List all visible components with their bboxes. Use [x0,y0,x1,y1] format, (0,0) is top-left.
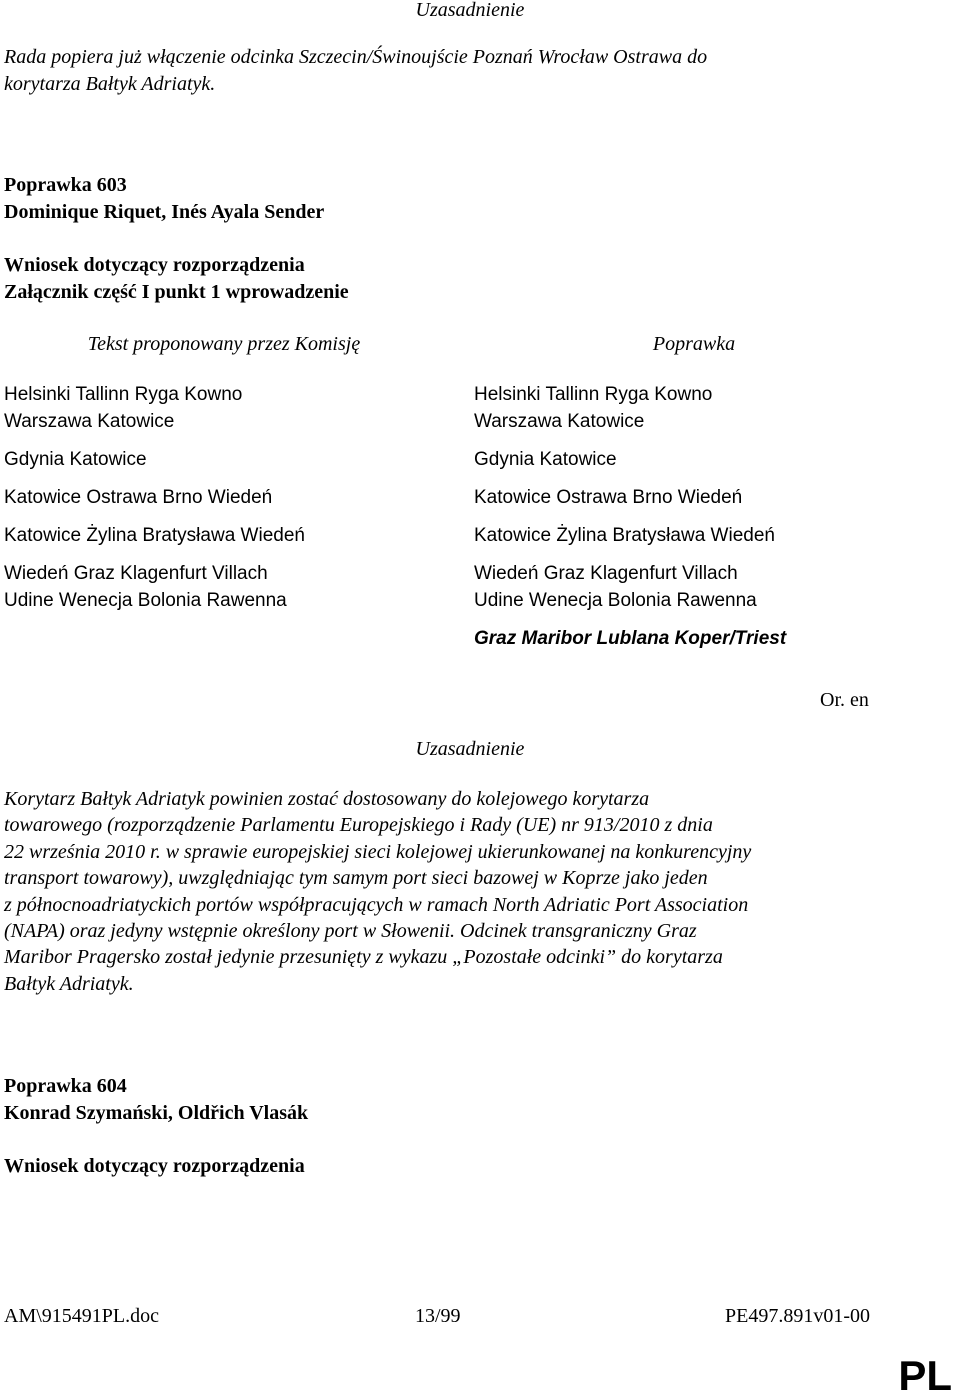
amendment-603-reference: Załącznik część I punkt 1 wprowadzenie [4,281,349,303]
justification-line: transport towarowy), uwzględniając tym samym port sieci bazowej w Koprze jako jeden [4,867,708,890]
corridor-line: Udine Wenecja Bolonia Rawenna [474,590,757,611]
corridor-line: Warszawa Katowice [474,411,645,432]
corridor-section [474,560,914,614]
corridor-section [4,484,444,511]
corridor-line: Katowice Żylina Bratysława Wiedeń [4,525,305,546]
justification-line: 22 września 2010 r. w sprawie europejskiej sieci kolejowej ukierunkowanej na konkurencyjny [4,840,752,863]
footer-doc-ref: AM\915491PL.doc [4,1305,159,1327]
right-column-header: Poprawka [652,333,736,355]
corridor-section [474,522,914,549]
corridor-line: Gdynia Katowice [474,449,617,470]
left-column-header: Tekst proponowany przez Komisję [87,333,361,355]
justification-line: Maribor Pragersko został jedynie przesunięty z wykazu „Pozostałe odcinki” do korytarza [4,946,723,969]
amendment-603-proposal-title: Wniosek dotyczący rozporządzenia [4,254,305,276]
corridor-line: Katowice Ostrawa Brno Wiedeń [4,487,273,508]
footer-pe-ref: PE497.891v01-00 [725,1305,870,1327]
corridor-line-added: Graz Maribor Lublana Koper/Triest [474,628,787,649]
amendment-603-title: Poprawka 603 [4,174,127,196]
justification-line: Bałtyk Adriatyk. [4,972,134,995]
corridor-line: Warszawa Katowice [4,411,175,432]
justification-line: towarowego (rozporządzenie Parlamentu Europejskiego i Rady (UE) nr 913/2010 z dnia [4,814,713,837]
top-justification-text [4,44,707,98]
amendment-603-header [4,172,324,226]
justification-line: z północnoadriatyckich portów współpracujących w ramach North Adriatic Port Association [4,893,749,916]
corridor-section-added [474,625,914,652]
left-column-text [4,381,444,625]
top-justification-line: Rada popiera już włączenie odcinka Szczecin/Świnoujście Poznań Wrocław Ostrawa do [4,46,708,68]
amendment-603-justification-heading: Uzasadnienie [415,738,525,760]
footer-language-code: PL [898,1352,952,1399]
corridor-section [474,484,914,511]
corridor-line: Wiedeń Graz Klagenfurt Villach [474,563,738,584]
corridor-line: Katowice Żylina Bratysława Wiedeń [474,525,775,546]
justification-line: Korytarz Bałtyk Adriatyk powinien zostać dostosowany do kolejowego korytarza [4,788,650,810]
corridor-section [4,446,444,473]
corridor-section [4,560,444,614]
corridor-line: Udine Wenecja Bolonia Rawenna [4,590,287,611]
original-language: Or. en [820,689,869,711]
right-column-text [474,381,914,663]
amendment-604-header [4,1073,308,1127]
amendment-603-proposal [4,252,349,306]
top-justification-line: korytarza Bałtyk Adriatyk. [4,73,216,95]
corridor-line: Helsinki Tallinn Ryga Kowno [474,384,713,405]
corridor-section [474,446,914,473]
amendment-603-justification-text [4,786,884,997]
corridor-section [474,381,914,435]
amendment-603-authors: Dominique Riquet, Inés Ayala Sender [4,201,325,223]
footer-page-number: 13/99 [415,1305,461,1327]
corridor-line: Gdynia Katowice [4,449,147,470]
justification-line: (NAPA) oraz jedyny wstępnie określony port w Słowenii. Odcinek transgraniczny Graz [4,920,697,943]
corridor-section [4,522,444,549]
amendment-604-title: Poprawka 604 [4,1075,127,1097]
top-justification-heading: Uzasadnienie [415,0,525,21]
amendment-604-authors: Konrad Szymański, Oldřich Vlasák [4,1102,309,1124]
corridor-line: Katowice Ostrawa Brno Wiedeń [474,487,743,508]
corridor-section [4,381,444,435]
corridor-line: Wiedeń Graz Klagenfurt Villach [4,563,268,584]
amendment-604-proposal: Wniosek dotyczący rozporządzenia [4,1155,305,1177]
corridor-line: Helsinki Tallinn Ryga Kowno [4,384,243,405]
